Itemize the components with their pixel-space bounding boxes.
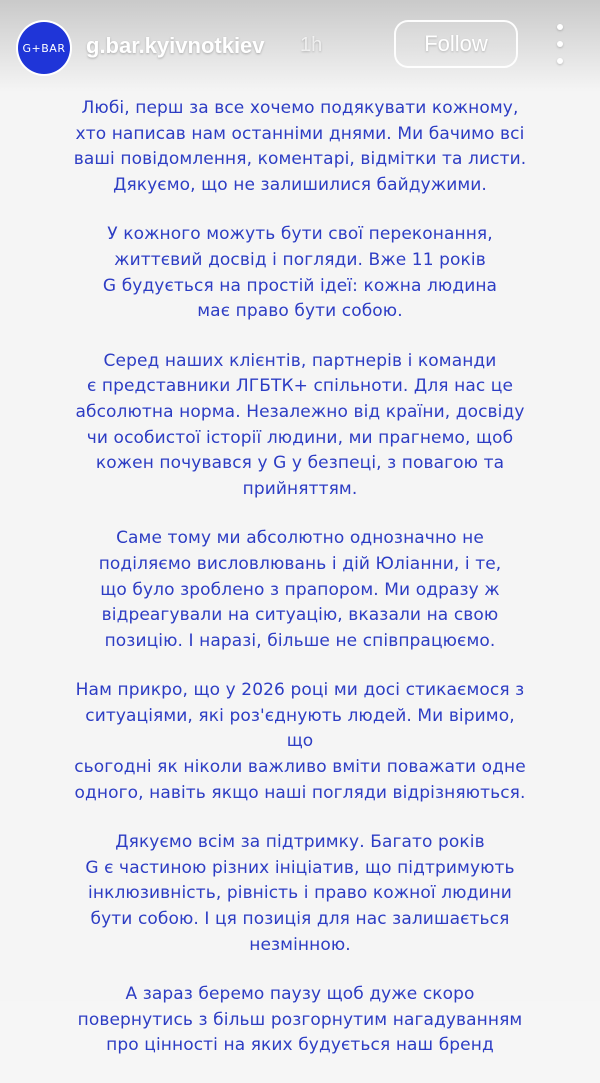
more-dot (557, 41, 563, 47)
more-vertical-icon[interactable] (548, 24, 572, 64)
more-dot (557, 24, 563, 30)
follow-button[interactable]: Follow (394, 20, 518, 68)
username[interactable]: g.bar.kyivnotkiev (86, 33, 265, 58)
paragraph-7: А зараз беремо паузу щоб дуже скоро повернутись з більш розгорнутим нагадуванням про цінності на яких будується наш бренд (77, 984, 523, 1056)
more-dot (557, 58, 563, 64)
avatar[interactable] (18, 22, 70, 74)
paragraph-6: Дякуємо всім за підтримку. Багато років G є частиною різних ініціатив, що підтримують інклюзивність, рівність і право кожної людини бути собою. І ця позиція для нас залишається незмінною. (85, 832, 515, 955)
paragraph-1: Любі, перш за все хочемо подякувати кожному, хто написав нам останніми днями. Ми бачимо всі ваші повідомлення, коментарі, відмітки та листи. Дякуємо, що не залишилися байдужими. (73, 98, 527, 195)
story-header (0, 0, 600, 92)
paragraph-3: Серед наших клієнтів, партнерів і команди є представники ЛГБТК+ спільноти. Для нас це абсолютна норма. Незалежно від країни, досвіду чи особистої історії людини, ми прагнемо, щоб кожен почувався у G у безпеці, з повагою та прийняттям. (75, 350, 525, 499)
paragraph-5: Нам прикро, що у 2026 році ми досі стикаємося з ситуаціями, які роз'єднують людей. Ми віримо, що сьогодні як ніколи важливо вміти поважати одне одного, навіть якщо наші погляди відрізняються. (74, 680, 526, 803)
paragraph-2: У кожного можуть бути свої переконання, життєвий досвід і погляди. Вже 11 років G будується на простій ідеї: кожна людина має право бути собою. (102, 224, 498, 322)
paragraph-4: Саме тому ми абсолютно однозначно не поділяємо висловлювань і дій Юліанни, і те, що було зроблено з прапором. Ми одразу ж відреагували на ситуацію, вказали на свою позицію. І наразі, більше не співпрацюємо. (98, 528, 502, 651)
avatar-logo-text: G+BAR (22, 41, 66, 55)
story-text (70, 96, 530, 1083)
timestamp: 1h (300, 34, 323, 56)
